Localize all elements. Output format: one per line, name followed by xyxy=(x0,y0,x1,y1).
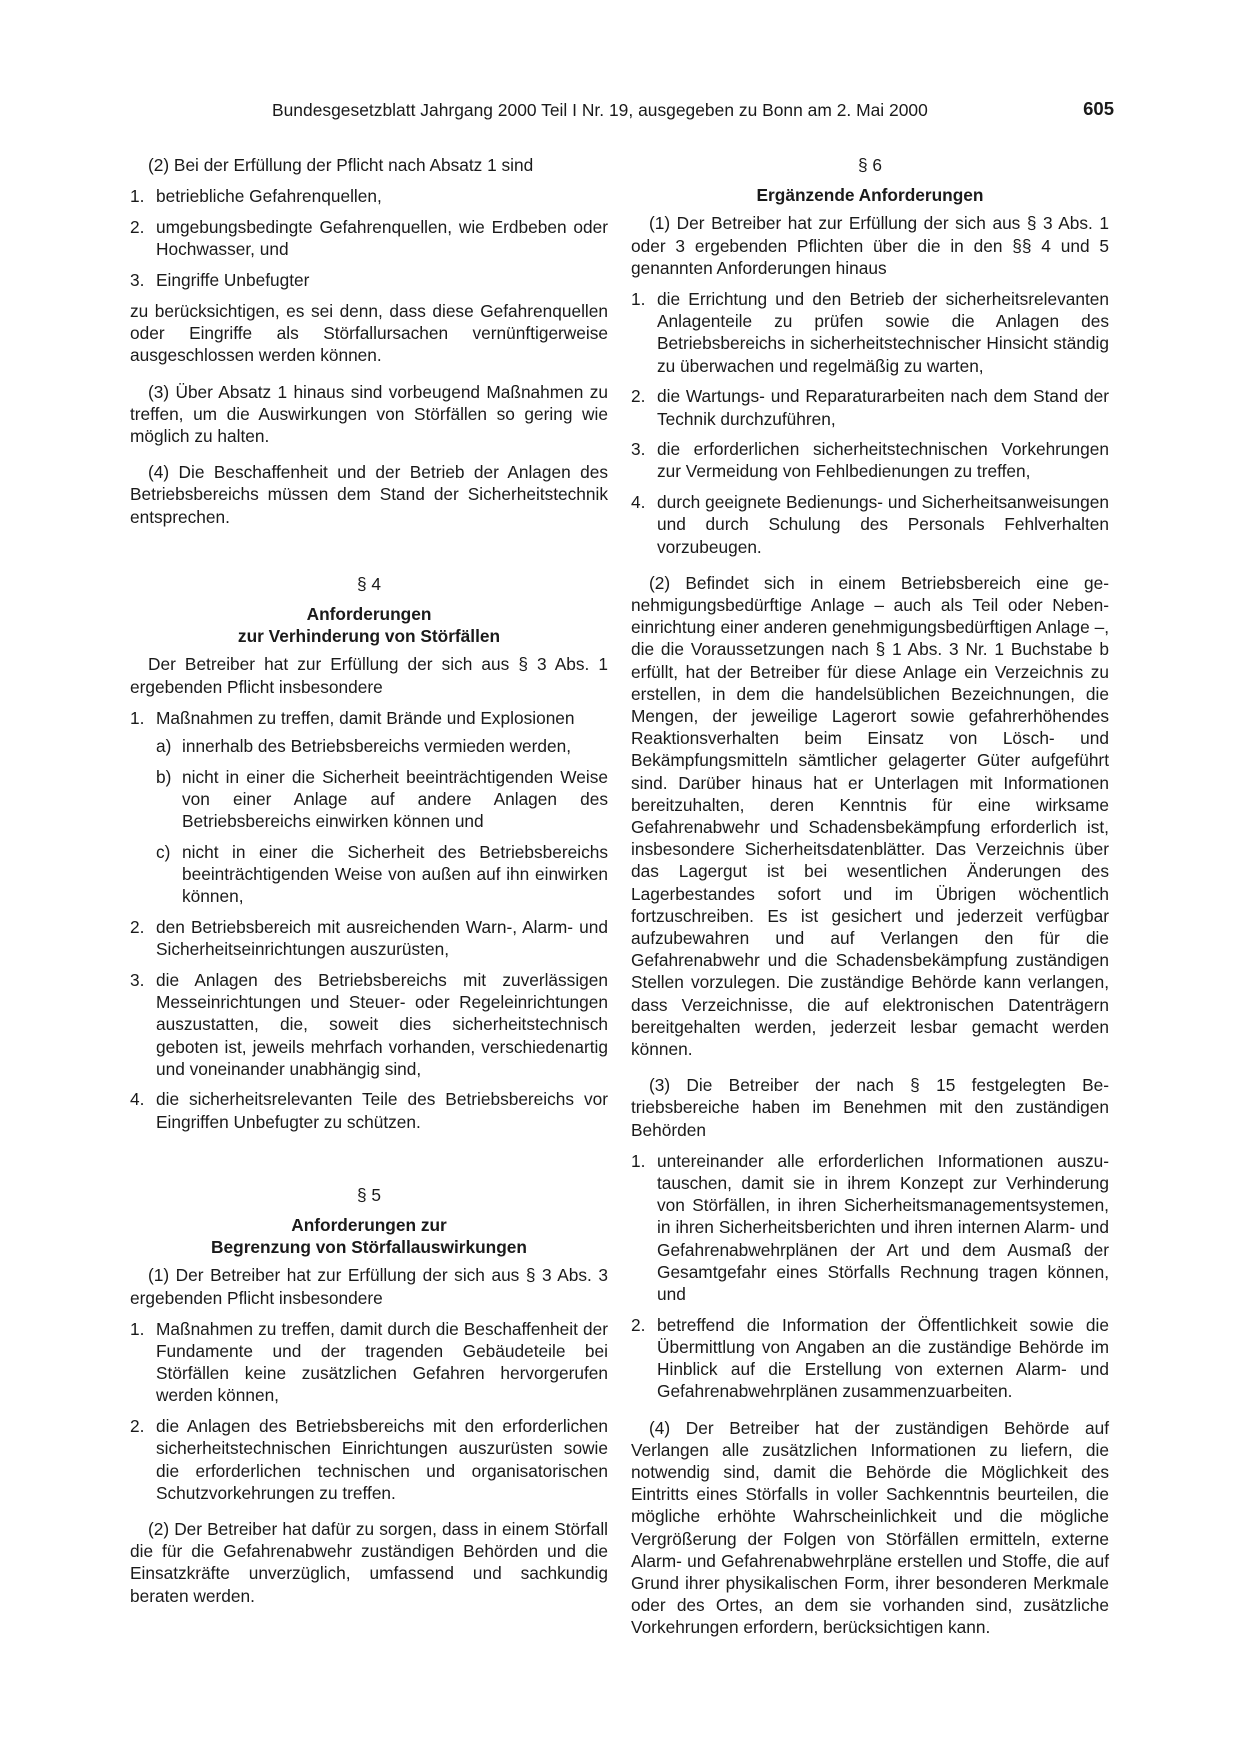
list-item-label: 2. xyxy=(631,1314,646,1335)
list-item xyxy=(130,1318,608,1407)
list-item-text: Maßnahmen zu treffen, damit durch die Beschaffenheit der Fundamente und der tragenden Gebäudeteile bei Störfällen keine zusätzlichen Gefahren hervorgerufen werden können, xyxy=(156,1318,608,1406)
list-item-text: umgebungsbedingte Gefahrenquellen, wie Erdbeben oder Hochwasser, und xyxy=(156,216,608,260)
paragraph-3-2-tail: zu berücksichtigen, es sei denn, dass diese Gefahrenquellen oder Eingriffe als Störfallursachen vernünftigerweise ausgeschlossen werden können. xyxy=(130,301,608,366)
list-section-5 xyxy=(130,1318,608,1504)
list-item-text: die Wartungs- und Reparaturarbeiten nach dem Stand der Technik durchzuführen, xyxy=(657,386,1109,429)
sublist xyxy=(156,735,608,907)
list-item-text: die Anlagen des Betriebsbereichs mit zuverlässigen Messeinrichtungen und Steuer- oder Regeleinrichtungen auszustatten, die, soweit dies sicherheitstechnisch geboten ist, jeweils mehrfach vorhanden, verschiedenartig und voneinander unabhängig sind, xyxy=(156,969,608,1079)
list-item xyxy=(631,288,1109,377)
list-item xyxy=(130,269,608,291)
list-item-text: Eingriffe Unbefugter xyxy=(156,269,310,290)
list-3-2 xyxy=(130,185,608,291)
section-4-heading xyxy=(130,573,608,648)
list-item xyxy=(130,216,608,260)
right-column xyxy=(631,154,1109,1648)
section-title-line1: Anforderungen zur xyxy=(291,1215,447,1236)
list-item-text: die erforderlichen sicherheitstechnischen Vorkehrungen zur Vermeidung von Fehlbedienungen zu treffen, xyxy=(657,439,1109,482)
sublist-item-text: nicht in einer die Sicherheit des Betriebsbereichs beeinträchtigenden Weise von außen auf ihn einwirken können, xyxy=(182,841,608,907)
list-item xyxy=(631,438,1109,482)
paragraph-3-4: (4) Die Beschaffenheit und der Betrieb der Anlagen des Betriebsbereichs müssen dem Stand der Sicherheitstechnik entsprechen. xyxy=(130,462,608,527)
list-item xyxy=(631,385,1109,429)
list-item xyxy=(631,1314,1109,1403)
list-section-4 xyxy=(130,707,608,1133)
list-item-text: die Anlagen des Betriebsbereichs mit den erforderlichen sicherheitstechnischen Einrichtungen auszurüsten sowie die erforderlichen technischen und organisatorischen Schutzvorkehrungen zu treffen. xyxy=(156,1416,608,1503)
section-5-paragraph-2: (2) Der Betreiber hat dafür zu sorgen, dass in einem Störfall die für die Gefahrenabwehr zuständigen Behörden und die Einsatzkräfte unverzüglich, umfassend und sachkundig beraten werden. xyxy=(130,1518,608,1606)
list-item-label: 1. xyxy=(130,186,145,207)
running-header: Bundesgesetzblatt Jahrgang 2000 Teil I Nr. 19, ausgegeben zu Bonn am 2. Mai 2000 xyxy=(272,100,928,120)
sublist-item xyxy=(130,766,608,833)
sublist-item-text: innerhalb des Betriebsbereichs vermieden werden, xyxy=(182,736,572,757)
list-item-label: 2. xyxy=(631,386,646,407)
sublist-item-label: b) xyxy=(156,766,172,787)
sublist-item xyxy=(130,841,608,908)
section-6-paragraph-4: (4) Der Betreiber hat der zuständigen Behörde auf Verlangen alle zusätzlichen Informationen zu liefern, die notwendig sind, damit die Behörde die Möglichkeit des Eintritts eines Störfalls in voller Sachkenntnis beurteilen, die mögliche erhöhte Wahrscheinlichkeit und die mögliche Vergrößerung der Folgen von Störfällen ermitteln, externe Alarm- und Gefahrenabwehrpläne erstellen und Stoffe, die auf Grund ihrer physikalischen Form, ihrer besonderen Merkmale oder des Ortes, an dem sie vorhanden sind, zusätzliche Vorkehrungen erfordern, berücksichtigen kann. xyxy=(631,1417,1109,1638)
section-6-paragraph-2: (2) Befindet sich in einem Betriebsbereich eine genehmigungsbedürftige Anlage – auch als Teil oder Nebeneinrichtung einer anderen genehmigungsbedürftigen Anlage –, die die Voraussetzungen nach § 1 Abs. 3 Nr. 1 Buchstabe b erfüllt, hat der Betreiber für diese Anlage ein Verzeichnis zu erstellen, in dem die handelsüblichen Bezeichnungen, die Mengen, der jeweilige Lagerort sowie gefahrerhöhendes Reaktionsverhalten beim Einsatz von Lösch- und Bekämpfungsmitteln sämtlicher gelagerter Güter aufgeführt sind. Darüber hinaus hat er Unterlagen mit Informationen bereitzuhalten, deren Kenntnis für eine wirksame Gefahrenabwehr und Schadensbekämpfung erforderlich ist, insbesondere Sicherheitsdatenblätter. Das Verzeichnis über das Lagergut ist bei wesentlichen Änderungen des Lagerbestandes sofort und im Übrigen wöchentlich fortzuschreiben. Es ist gesichert und jederzeit verfügbar aufzubewahren und auf Verlangen den für die Gefahrenabwehr und die Schadensbekämpfung zuständigen Stellen vorzulegen. Die zuständige Behörde kann verlangen, dass Verzeichnisse, die auf elektronischen Datenträgern bereitgehalten werden, jederzeit lesbar gemacht werden können. xyxy=(631,572,1109,1060)
list-item xyxy=(631,491,1109,558)
page-number: 605 xyxy=(1083,98,1114,119)
sublist-item-text: nicht in einer die Sicherheit beeinträchtigenden Weise von einer Anlage auf andere Anlagen des Betriebsbereichs einwirken können und xyxy=(182,766,608,832)
section-6-paragraph-1: (1) Der Betreiber hat zur Erfüllung der sich aus § 3 Abs. 1 oder 3 ergebenden Pflichten über die in den §§ 4 und 5 genannten Anforderungen hinaus xyxy=(631,213,1109,278)
section-number: § 6 xyxy=(857,155,883,175)
list-item xyxy=(631,1150,1109,1305)
list-item xyxy=(130,185,608,207)
section-4-intro: Der Betreiber hat zur Erfüllung der sich aus § 3 Abs. 1 ergebenden Pflicht insbesondere xyxy=(130,654,608,697)
list-item-label: 2. xyxy=(130,916,145,937)
list-item-text: den Betriebsbereich mit ausreichenden Warn-, Alarm- und Sicherheitseinrichtungen auszurüsten, xyxy=(156,916,608,960)
list-item-text: durch geeignete Bedienungs- und Sicherheitsanweisungen und durch Schulung des Personals Fehlverhalten vorzubeugen. xyxy=(657,492,1109,557)
spacer xyxy=(130,537,608,573)
list-item xyxy=(130,1415,608,1504)
page-header xyxy=(130,100,1120,124)
sublist-item-label: a) xyxy=(156,736,172,757)
section-number: § 4 xyxy=(356,573,382,594)
section-title: Ergänzende Anforderungen xyxy=(756,185,984,206)
list-item-label: 2. xyxy=(130,1416,145,1437)
section-title-line2: Begrenzung von Störfallauswirkungen xyxy=(211,1237,527,1258)
list-item-label: 4. xyxy=(130,1089,145,1110)
list-item xyxy=(130,1088,608,1132)
list-item xyxy=(130,916,608,960)
paragraph-3-2-intro: (2) Bei der Erfüllung der Pflicht nach Absatz 1 sind xyxy=(148,155,534,175)
left-column xyxy=(130,154,608,1616)
section-5-paragraph-1: (1) Der Betreiber hat zur Erfüllung der sich aus § 3 Abs. 3 ergebenden Pflicht insbesondere xyxy=(130,1265,608,1308)
spacer xyxy=(130,1142,608,1184)
list-item-label: 1. xyxy=(631,1150,646,1171)
list-item-text: die sicherheitsrelevanten Teile des Betriebsbereichs vor Eingriffen Unbefugter zu schützen. xyxy=(156,1089,608,1132)
list-item-label: 2. xyxy=(130,216,145,237)
list-item-label: 3. xyxy=(631,439,646,460)
sublist-item xyxy=(130,735,608,757)
list-item-text: Maßnahmen zu treffen, damit Brände und Explosionen xyxy=(156,707,575,728)
list-item-label: 4. xyxy=(631,492,646,513)
list-item-label: 1. xyxy=(130,707,145,728)
list-item xyxy=(130,707,608,908)
section-5-heading xyxy=(130,1184,608,1259)
section-6-paragraph-3: (3) Die Betreiber der nach § 15 festgelegten Betriebsbereiche haben im Benehmen mit den zuständigen Behörden xyxy=(631,1075,1109,1140)
list-item-label: 3. xyxy=(130,269,145,290)
list-item-label: 1. xyxy=(130,1318,145,1339)
sublist-item-label: c) xyxy=(156,841,171,862)
section-title-line1: Anforderungen xyxy=(306,604,432,625)
section-number: § 5 xyxy=(356,1184,382,1205)
list-item-text: untereinander alle erforderlichen Informationen auszutauschen, damit sie in ihrem Konzept zur Verhinderung von Störfällen, in ihren Sicherheitsmanagementsystemen, in ihren Sicherheitsberichten und ihren internen Alarm- und Gefahrenabwehrplänen der Art und dem Ausmaß der Gesamtgefahr eines Störfalls Rechnung tragen können, und xyxy=(657,1150,1109,1305)
list-item-text: betriebliche Gefahrenquellen, xyxy=(156,186,382,207)
list-item-label: 3. xyxy=(130,969,145,990)
paragraph-3-3: (3) Über Absatz 1 hinaus sind vorbeugend Maßnahmen zu treffen, um die Auswirkungen von Störfällen so gering wie möglich zu halten. xyxy=(130,381,608,447)
section-6-heading xyxy=(631,154,1109,206)
section-title-line2: zur Verhinderung von Störfällen xyxy=(237,626,501,647)
list-item-text: betreffend die Information der Öffentlichkeit sowie die Übermittlung von Angaben an die zuständige Behörde im Hinblick auf die Erstellung von externen Alarm- und Gefahrenabwehrplänen zusammenzuarbeiten. xyxy=(657,1314,1109,1402)
list-section-6-3 xyxy=(631,1150,1109,1403)
list-item-label: 1. xyxy=(631,289,646,310)
list-section-6-1 xyxy=(631,288,1109,558)
list-item-text: die Errichtung und den Betrieb der sicherheitsrelevanten Anlagenteile zu prüfen sowie die Anlagen des Betriebsbereichs in sicherheitstechnischer Hinsicht ständig zu überwachen und regelmäßig zu warten, xyxy=(657,289,1109,376)
list-item xyxy=(130,969,608,1080)
